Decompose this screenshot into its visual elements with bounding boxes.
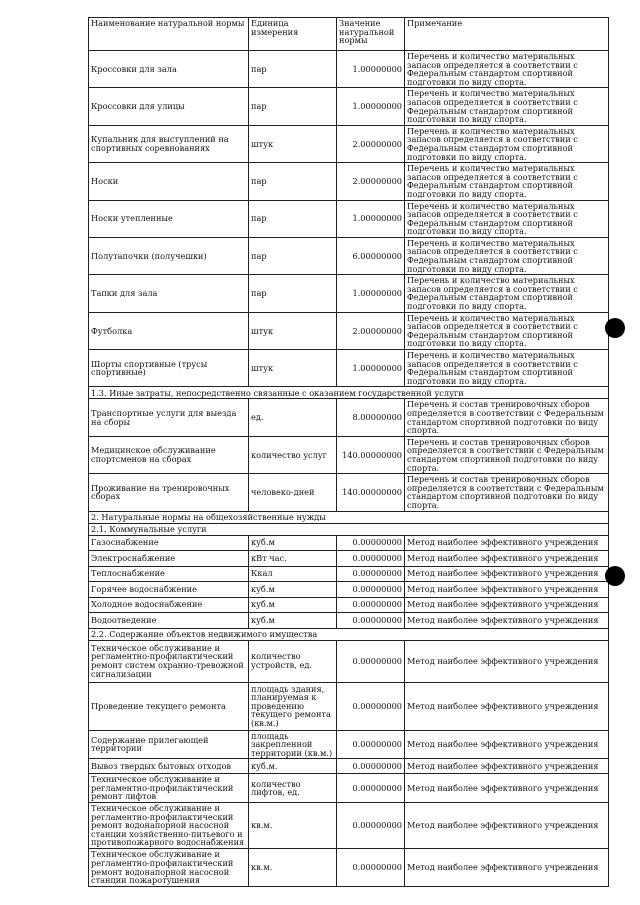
row-name-cell: Содержание прилегающей территории [89, 730, 249, 759]
section-heading: 1.3. Иные затраты, непосредственно связанные с оказанием государственной услуги [89, 387, 609, 399]
row-name-cell: Кроссовки для улицы [89, 88, 249, 125]
row-unit-cell: пар [249, 88, 337, 125]
row-name-cell: Носки утепленные [89, 200, 249, 237]
row-note-cell: Метод наиболее эффективного учреждения [405, 566, 609, 582]
row-unit-cell: штук [249, 312, 337, 349]
row-value-cell: 6.00000000 [337, 237, 405, 274]
section-row-2-1 [89, 523, 609, 535]
punch-hole-top [605, 318, 625, 338]
row-name-cell: Проживание на тренировочных сборах [89, 474, 249, 511]
row-unit-cell: количество лифтов, ед. [249, 774, 337, 803]
row-unit-cell: штук [249, 350, 337, 387]
row-note-cell: Перечень и состав тренировочных сборов определяется в соответствии с Федеральным стандартом спортивной подготовки по виду спорта. [405, 474, 609, 511]
row-name-cell: Техническое обслуживание и регламентно-профилактический ремонт водонапорной насосной станции пожаротушения [89, 849, 249, 887]
row-unit-cell: пар [249, 237, 337, 274]
row-value-cell: 0.00000000 [337, 849, 405, 887]
row-value-cell: 0.00000000 [337, 551, 405, 567]
row-value-cell: 1.00000000 [337, 51, 405, 88]
row-value-cell: 2.00000000 [337, 163, 405, 200]
section-heading: 2.2. Содержание объектов недвижимого имущества [89, 628, 609, 640]
row-unit-cell: кв.м. [249, 803, 337, 849]
table-row [89, 237, 609, 274]
punch-hole-bottom [605, 566, 625, 586]
row-unit-cell: площадь здания, планируемая к проведению текущего ремонта (кв.м.) [249, 682, 337, 730]
row-unit-cell: куб.м. [249, 759, 337, 774]
row-note-cell: Перечень и количество материальных запасов определяется в соответствии с Федеральным стандартом спортивной подготовки по виду спорта. [405, 51, 609, 88]
row-note-cell: Перечень и количество материальных запасов определяется в соответствии с Федеральным стандартом спортивной подготовки по виду спорта. [405, 88, 609, 125]
row-note-cell: Метод наиболее эффективного учреждения [405, 730, 609, 759]
table-row [89, 535, 609, 551]
row-name-cell: Техническое обслуживание и регламентно-профилактический ремонт водонапорной насосной станции хозяйственно-питьевого и противопожарного водоснабжения [89, 803, 249, 849]
row-unit-cell: человеко-дней [249, 474, 337, 511]
row-note-cell: Метод наиболее эффективного учреждения [405, 640, 609, 682]
row-value-cell: 0.00000000 [337, 774, 405, 803]
row-note-cell: Перечень и состав тренировочных сборов определяется в соответствии с Федеральным стандартом спортивной подготовки по виду спорта. [405, 436, 609, 473]
row-name-cell: Холодное водоснабжение [89, 597, 249, 613]
table-row [89, 474, 609, 511]
row-name-cell: Водоотведение [89, 613, 249, 629]
section-heading: 2.1. Коммунальные услуги [89, 523, 609, 535]
row-name-cell: Теплоснабжение [89, 566, 249, 582]
row-name-cell: Шорты спортивные (трусы спортивные) [89, 350, 249, 387]
table-row [89, 399, 609, 436]
table-row [89, 566, 609, 582]
row-note-cell: Метод наиболее эффективного учреждения [405, 535, 609, 551]
row-note-cell: Перечень и количество материальных запасов определяется в соответствии с Федеральным стандартом спортивной подготовки по виду спорта. [405, 125, 609, 162]
header-value: Значение натуральной нормы [337, 18, 405, 51]
row-value-cell: 0.00000000 [337, 803, 405, 849]
row-unit-cell: кв.м. [249, 849, 337, 887]
natural-norms-table [88, 17, 609, 887]
row-name-cell: Транспортные услуги для выезда на сборы [89, 399, 249, 436]
row-value-cell: 0.00000000 [337, 682, 405, 730]
row-note-cell: Перечень и количество материальных запасов определяется в соответствии с Федеральным стандартом спортивной подготовки по виду спорта. [405, 275, 609, 312]
table-row [89, 125, 609, 162]
row-value-cell: 1.00000000 [337, 275, 405, 312]
row-value-cell: 0.00000000 [337, 730, 405, 759]
row-name-cell: Техническое обслуживание и регламентно-профилактический ремонт лифтов [89, 774, 249, 803]
row-note-cell: Метод наиболее эффективного учреждения [405, 759, 609, 774]
table-row [89, 436, 609, 473]
table-row [89, 640, 609, 682]
row-value-cell: 8.00000000 [337, 399, 405, 436]
row-unit-cell: куб.м [249, 535, 337, 551]
row-name-cell: Техническое обслуживание и регламентно-профилактический ремонт систем охранно-тревожной сигнализации [89, 640, 249, 682]
row-value-cell: 0.00000000 [337, 613, 405, 629]
row-note-cell: Метод наиболее эффективного учреждения [405, 582, 609, 598]
header-name: Наименование натуральной нормы [89, 18, 249, 51]
row-unit-cell: штук [249, 125, 337, 162]
row-name-cell: Электроснабжение [89, 551, 249, 567]
table-row [89, 803, 609, 849]
table-body [89, 51, 609, 887]
row-note-cell: Метод наиболее эффективного учреждения [405, 682, 609, 730]
row-value-cell: 2.00000000 [337, 125, 405, 162]
row-name-cell: Вывоз твердых бытовых отходов [89, 759, 249, 774]
row-value-cell: 2.00000000 [337, 312, 405, 349]
row-name-cell: Футболка [89, 312, 249, 349]
table-row [89, 275, 609, 312]
row-note-cell: Перечень и количество материальных запасов определяется в соответствии с Федеральным стандартом спортивной подготовки по виду спорта. [405, 163, 609, 200]
row-name-cell: Кроссовки для зала [89, 51, 249, 88]
row-name-cell: Горячее водоснабжение [89, 582, 249, 598]
row-value-cell: 0.00000000 [337, 535, 405, 551]
row-unit-cell: пар [249, 200, 337, 237]
row-name-cell: Проведение текущего ремонта [89, 682, 249, 730]
section-row-2 [89, 511, 609, 523]
row-unit-cell: площадь закрепленной территории (кв.м.) [249, 730, 337, 759]
row-value-cell: 0.00000000 [337, 566, 405, 582]
row-value-cell: 140.00000000 [337, 436, 405, 473]
row-value-cell: 0.00000000 [337, 582, 405, 598]
row-name-cell: Газоснабжение [89, 535, 249, 551]
header-unit: Единица измерения [249, 18, 337, 51]
row-name-cell: Носки [89, 163, 249, 200]
section-row-1-3 [89, 387, 609, 399]
section-heading: 2. Натуральные нормы на общехозяйственные нужды [89, 511, 609, 523]
table-row [89, 163, 609, 200]
row-unit-cell: пар [249, 275, 337, 312]
row-value-cell: 140.00000000 [337, 474, 405, 511]
row-unit-cell: Ккал [249, 566, 337, 582]
row-name-cell: Медицинское обслуживание спортсменов на сборах [89, 436, 249, 473]
row-note-cell: Метод наиболее эффективного учреждения [405, 597, 609, 613]
row-note-cell: Перечень и количество материальных запасов определяется в соответствии с Федеральным стандартом спортивной подготовки по виду спорта. [405, 350, 609, 387]
table-row [89, 774, 609, 803]
table-row [89, 312, 609, 349]
row-value-cell: 0.00000000 [337, 640, 405, 682]
row-value-cell: 0.00000000 [337, 759, 405, 774]
row-value-cell: 1.00000000 [337, 350, 405, 387]
table-row [89, 759, 609, 774]
table-row [89, 849, 609, 887]
row-value-cell: 1.00000000 [337, 88, 405, 125]
row-unit-cell: пар [249, 51, 337, 88]
row-unit-cell: куб.м [249, 597, 337, 613]
row-value-cell: 1.00000000 [337, 200, 405, 237]
table-row [89, 582, 609, 598]
row-note-cell: Метод наиболее эффективного учреждения [405, 849, 609, 887]
table-row [89, 350, 609, 387]
row-unit-cell: пар [249, 163, 337, 200]
table-header-row [89, 18, 609, 51]
row-value-cell: 0.00000000 [337, 597, 405, 613]
row-note-cell: Перечень и состав тренировочных сборов определяется в соответствии с Федеральным стандартом спортивной подготовки по виду спорта. [405, 399, 609, 436]
row-note-cell: Метод наиболее эффективного учреждения [405, 803, 609, 849]
table-row [89, 597, 609, 613]
row-note-cell: Перечень и количество материальных запасов определяется в соответствии с Федеральным стандартом спортивной подготовки по виду спорта. [405, 237, 609, 274]
row-note-cell: Метод наиболее эффективного учреждения [405, 551, 609, 567]
header-note: Примечание [405, 18, 609, 51]
table-row [89, 200, 609, 237]
row-unit-cell: куб.м [249, 613, 337, 629]
row-note-cell: Метод наиболее эффективного учреждения [405, 774, 609, 803]
row-unit-cell: количество услуг [249, 436, 337, 473]
row-unit-cell: кВт час. [249, 551, 337, 567]
row-name-cell: Купальник для выступлений на спортивных соревнованиях [89, 125, 249, 162]
table-row [89, 730, 609, 759]
row-unit-cell: количество устройств, ед. [249, 640, 337, 682]
row-name-cell: Полутапочки (получешки) [89, 237, 249, 274]
row-note-cell: Метод наиболее эффективного учреждения [405, 613, 609, 629]
table-row [89, 613, 609, 629]
row-note-cell: Перечень и количество материальных запасов определяется в соответствии с Федеральным стандартом спортивной подготовки по виду спорта. [405, 200, 609, 237]
table-row [89, 88, 609, 125]
table-row [89, 682, 609, 730]
row-name-cell: Тапки для зала [89, 275, 249, 312]
section-row-2-2 [89, 628, 609, 640]
table-row [89, 51, 609, 88]
row-unit-cell: куб.м [249, 582, 337, 598]
row-unit-cell: ед. [249, 399, 337, 436]
table-row [89, 551, 609, 567]
row-note-cell: Перечень и количество материальных запасов определяется в соответствии с Федеральным стандартом спортивной подготовки по виду спорта. [405, 312, 609, 349]
